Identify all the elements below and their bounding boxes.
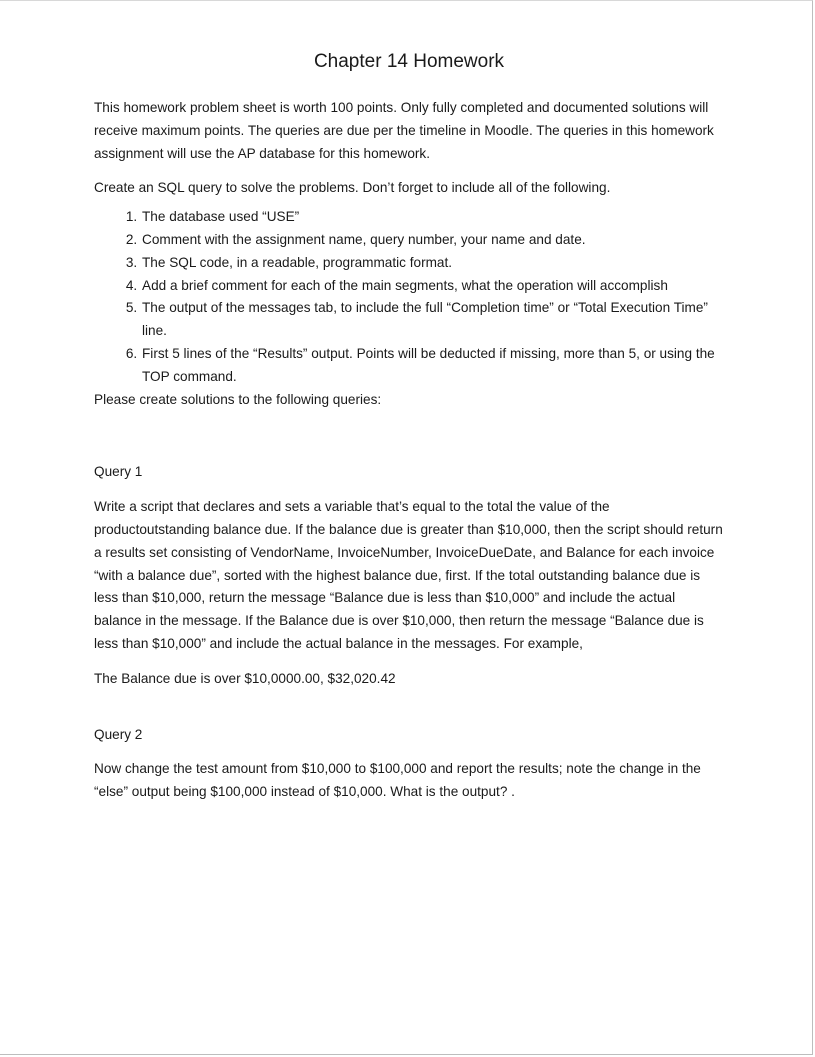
requirement-item: 5. The output of the messages tab, to include the full “Completion time” or “Total Execution Time” line.: [141, 297, 724, 343]
create-instruction: Create an SQL query to solve the problems. Don’t forget to include all of the following.: [94, 180, 611, 196]
query1-body: Write a script that declares and sets a variable that’s equal to the total the value of the productoutstanding balance due. If the balance due is greater than $10,000, then the script should return a results set consisting of VendorName, InvoiceNumber, InvoiceDueDate, and Balance for each invoice “with a balance due”, sorted with the highest balance due, first. If the total outstanding balance due is less than $10,000, return the message “Balance due is less than $10,000” and include the actual balance in the message. If the Balance due is over $10,000, then return the message “Balance due is less than $10,000” and include the actual balance in the messages. For example,: [94, 499, 723, 651]
requirement-item: 2. Comment with the assignment name, query number, your name and date.: [141, 229, 724, 252]
requirement-item: 3. The SQL code, in a readable, programmatic format.: [141, 252, 724, 275]
requirement-item: 4. Add a brief comment for each of the main segments, what the operation will accomplish: [141, 275, 724, 298]
query1-example: The Balance due is over $10,0000.00, $32,020.42: [94, 670, 396, 686]
query2-body: Now change the test amount from $10,000 to $100,000 and report the results; note the change in the “else” output being $100,000 instead of $10,000. What is the output? .: [94, 761, 701, 800]
document-content: [94, 49, 724, 804]
requirements-list: [94, 206, 724, 388]
query2-title: Query 2: [94, 726, 143, 742]
page-title: Chapter 14 Homework: [313, 51, 505, 72]
intro-paragraph: This homework problem sheet is worth 100 points. Only fully completed and documented solutions will receive maximum points. The queries are due per the timeline in Moodle. The queries in this homework assignment will use the AP database for this homework.: [94, 100, 714, 161]
please-line: Please create solutions to the following queries:: [94, 391, 382, 407]
requirement-item: 6. First 5 lines of the “Results” output. Points will be deducted if missing, more than 5, or using the TOP command.: [141, 343, 724, 389]
requirement-item: 1. The database used “USE”: [141, 206, 724, 229]
query1-title: Query 1: [94, 464, 143, 480]
